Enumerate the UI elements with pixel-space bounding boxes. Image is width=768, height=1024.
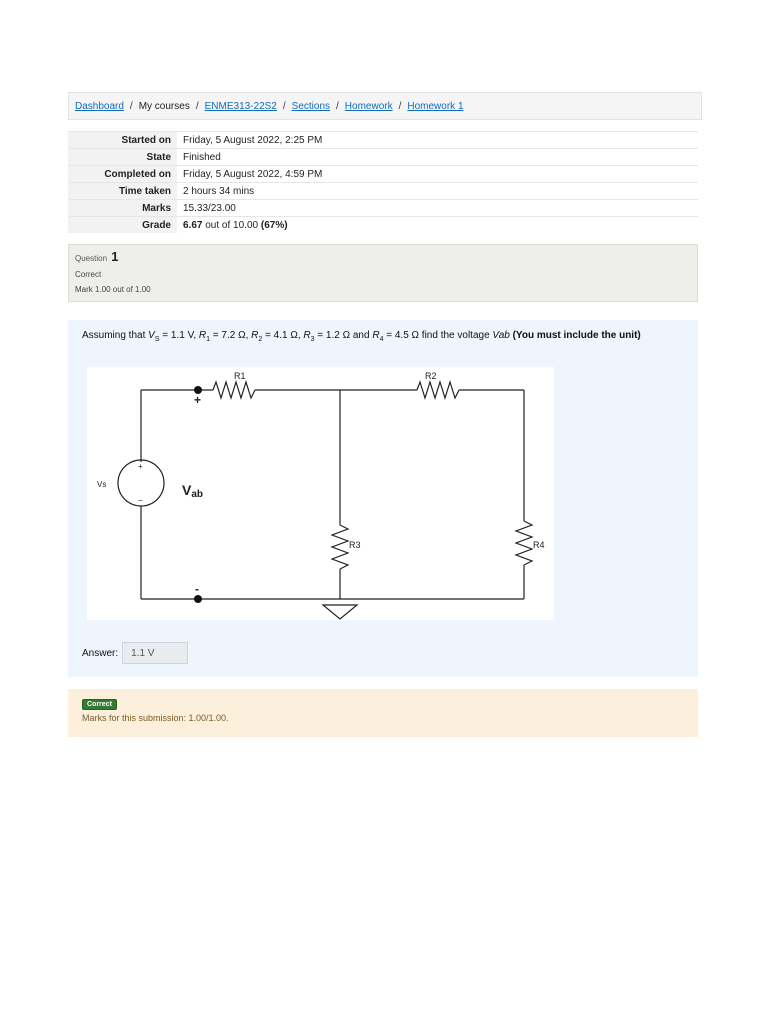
summary-value: Friday, 5 August 2022, 2:25 PM — [177, 132, 698, 149]
label-plus: + — [194, 393, 202, 407]
question-state: Correct — [75, 270, 102, 279]
label-r1: R1 — [234, 371, 246, 381]
answer-input[interactable] — [122, 642, 188, 664]
breadcrumb-course[interactable]: ENME313-22S2 — [204, 100, 277, 112]
qtext-suffix: (You must include the unit) — [509, 330, 641, 341]
breadcrumb-homework-1[interactable]: Homework 1 — [407, 100, 464, 112]
resistor-r1 — [213, 382, 255, 398]
summary-row — [68, 200, 698, 217]
qtext-prefix: Assuming that — [82, 330, 149, 341]
qtext-r3-sub: 3 — [310, 336, 315, 343]
source-minus: − — [138, 496, 143, 505]
qtext-r2-sym: R — [251, 330, 259, 341]
breadcrumb-sections[interactable]: Sections — [291, 100, 331, 112]
question-text — [82, 330, 641, 343]
summary-row — [68, 183, 698, 200]
summary-value: Friday, 5 August 2022, 4:59 PM — [177, 166, 698, 183]
qtext-vs-sym: V — [148, 330, 155, 341]
answer-label: Answer: — [82, 647, 119, 659]
qtext-r1-val: = 7.2 Ω, — [210, 330, 252, 341]
question-label: Question — [75, 254, 108, 263]
source-plus: + — [138, 462, 143, 471]
qtext-vab: Vab — [492, 330, 510, 341]
qtext-r2-val: = 4.1 Ω, — [262, 330, 304, 341]
qtext-r4-val: = 4.5 Ω find the voltage — [383, 330, 493, 341]
qtext-vs-sub: S — [154, 336, 160, 343]
attempt-summary-table — [68, 131, 698, 233]
summary-value: Finished — [177, 149, 698, 166]
qtext-r4-sub: 4 — [379, 336, 384, 343]
label-r2: R2 — [425, 371, 437, 381]
submission-marks: Marks for this submission: 1.00/1.00. — [82, 713, 229, 723]
qtext-r3-sym: R — [303, 330, 311, 341]
qtext-r4-sym: R — [372, 330, 380, 341]
label-vab-main: V — [182, 482, 192, 498]
question-mark: Mark 1.00 out of 1.00 — [75, 285, 151, 294]
summary-label: Started on — [68, 132, 177, 149]
summary-row — [68, 132, 698, 149]
label-vab-sub: ab — [191, 489, 204, 500]
summary-value: 2 hours 34 mins — [177, 183, 698, 200]
qtext-vs-val: = 1.1 V, — [159, 330, 199, 341]
question-number: 1 — [111, 249, 119, 264]
grade-score: 6.67 — [183, 219, 203, 231]
summary-label: Time taken — [68, 183, 177, 200]
label-minus: - — [195, 582, 199, 596]
grade-value — [177, 217, 698, 234]
qtext-r2-sub: 2 — [258, 336, 263, 343]
breadcrumb-separator: / — [336, 100, 339, 112]
breadcrumb-homework[interactable]: Homework — [344, 100, 393, 112]
breadcrumb-separator: / — [129, 100, 133, 112]
summary-row-grade — [68, 217, 698, 234]
question-info — [68, 244, 698, 302]
grade-percent: (67%) — [260, 219, 288, 231]
qtext-r1-sym: R — [198, 330, 207, 341]
breadcrumb-separator: / — [195, 100, 199, 112]
label-r4: R4 — [533, 540, 545, 550]
label-vab — [182, 482, 203, 500]
summary-row — [68, 166, 698, 183]
grade-out-of: out of 10.00 — [205, 219, 259, 231]
resistor-r4 — [516, 521, 532, 565]
summary-label: Completed on — [68, 166, 177, 183]
summary-label: State — [68, 149, 177, 166]
qtext-r1-sub: 1 — [206, 336, 211, 343]
summary-label: Marks — [68, 200, 177, 217]
breadcrumb — [68, 92, 702, 120]
answer-row — [82, 642, 188, 664]
label-r3: R3 — [349, 540, 361, 550]
grade-label: Grade — [68, 217, 177, 234]
breadcrumb-my-courses: My courses — [138, 100, 190, 112]
breadcrumb-separator: / — [282, 100, 286, 112]
resistor-r3 — [332, 525, 348, 569]
summary-value: 15.33/23.00 — [177, 200, 698, 217]
resistor-r2 — [417, 382, 459, 398]
circuit-diagram — [87, 367, 554, 620]
summary-row — [68, 149, 698, 166]
qtext-r3-val: = 1.2 Ω and — [314, 330, 373, 341]
breadcrumb-separator: / — [398, 100, 402, 112]
correct-badge: Correct — [82, 699, 117, 710]
circuit-image — [87, 367, 554, 620]
label-vs: Vs — [97, 480, 107, 489]
breadcrumb-dashboard[interactable]: Dashboard — [75, 100, 124, 112]
terminal-b — [194, 595, 202, 603]
ground-symbol — [323, 605, 357, 619]
question-formulation — [68, 320, 698, 677]
feedback-outcome — [68, 689, 698, 737]
